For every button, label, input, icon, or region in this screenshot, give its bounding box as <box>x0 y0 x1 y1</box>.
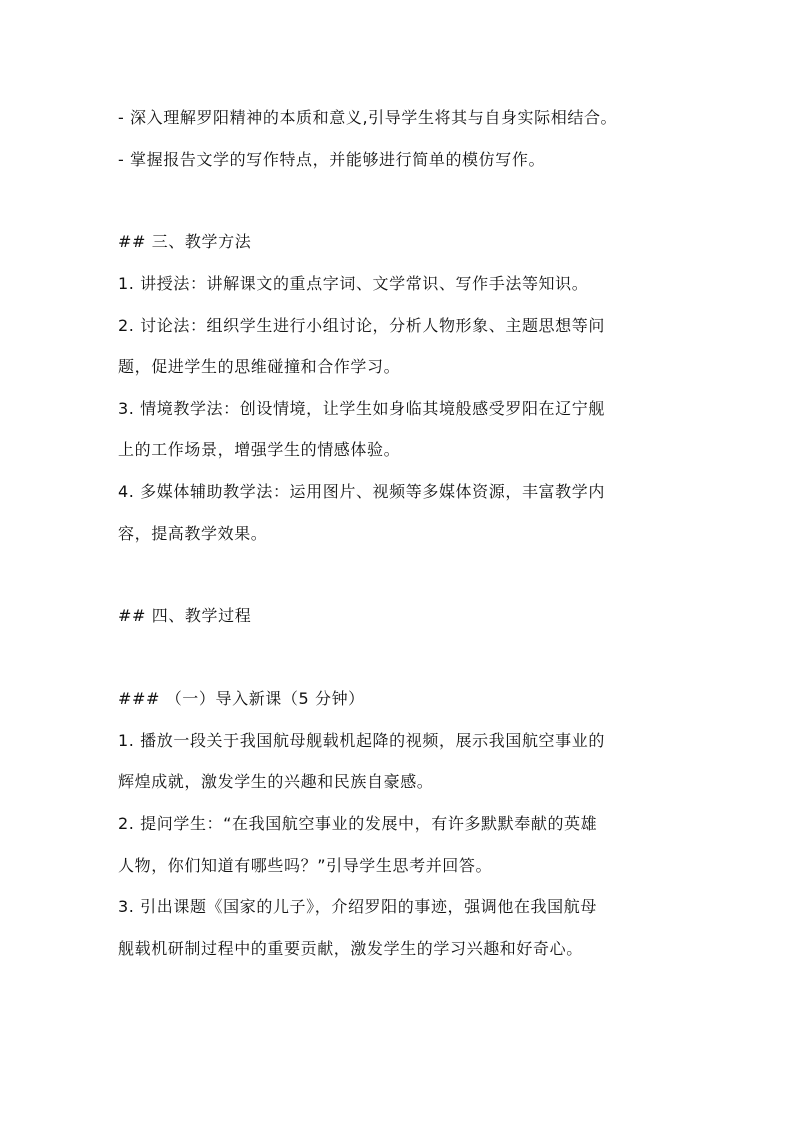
section-heading-process: ## 四、教学过程 <box>118 606 252 625</box>
paragraph-line: 3. 情境教学法：创设情境，让学生如身临其境般感受罗阳在辽宁舰 <box>118 399 605 418</box>
paragraph-line: 1. 播放一段关于我国航母舰载机起降的视频，展示我国航空事业的 <box>118 731 605 750</box>
paragraph-line: 辉煌成就，激发学生的兴趣和民族自豪感。 <box>118 772 434 791</box>
paragraph-line: 人物，你们知道有哪些吗？”引导学生思考并回答。 <box>118 856 493 875</box>
paragraph-line: 舰载机研制过程中的重要贡献，激发学生的学习兴趣和好奇心。 <box>118 939 583 958</box>
paragraph-line: 1. 讲授法：讲解课文的重点字词、文学常识、写作手法等知识。 <box>118 274 589 293</box>
paragraph-line: 4. 多媒体辅助教学法：运用图片、视频等多媒体资源，丰富教学内 <box>118 482 605 501</box>
objective-line: - 掌握报告文学的写作特点，并能够进行简单的模仿写作。 <box>118 150 546 169</box>
paragraph-line: 上的工作场景，增强学生的情感体验。 <box>118 440 401 459</box>
objective-line: - 深入理解罗阳精神的本质和意义,引导学生将其与自身实际相结合。 <box>118 108 618 127</box>
section-heading-methods: ## 三、教学方法 <box>118 232 252 251</box>
paragraph-line: 题，促进学生的思维碰撞和合作学习。 <box>118 357 401 376</box>
paragraph-line: 2. 提问学生：“在我国航空事业的发展中，有许多默默奉献的英雄 <box>118 814 598 833</box>
subsection-heading-intro: ### （一）导入新课（5 分钟） <box>118 689 365 708</box>
paragraph-line: 2. 讨论法：组织学生进行小组讨论，分析人物形象、主题思想等问 <box>118 316 605 335</box>
paragraph-line: 3. 引出课题《国家的儿子》，介绍罗阳的事迹，强调他在我国航母 <box>118 897 597 916</box>
paragraph-line: 容，提高教学效果。 <box>118 524 268 543</box>
